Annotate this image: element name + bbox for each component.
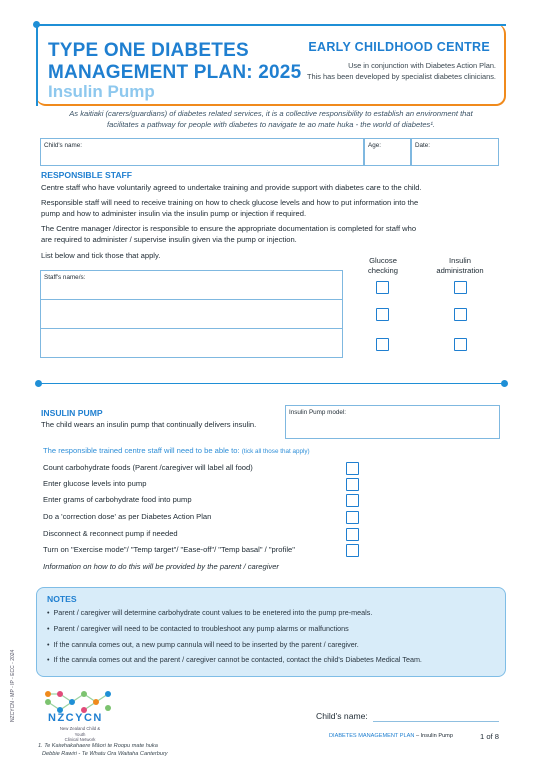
task-checkbox-2[interactable] — [346, 478, 359, 491]
staff-para-1: Centre staff who have voluntarily agreed to undertake training and provide support with diabetes care to the child. — [41, 183, 422, 192]
staff-para-3: The Centre manager /director is responsible to ensure the appropriate documentation is completed for staff who are required to administer / supervise insulin given via the pump or injection. — [41, 224, 417, 244]
notes-item: • If the cannula comes out and the parent / caregiver cannot be contacted, contact the child's Diabetes Medical Team. — [47, 655, 422, 664]
child-name-label: Child's name: — [44, 142, 82, 149]
age-label: Age: — [368, 142, 381, 149]
notes-box — [36, 587, 506, 677]
task-item: Disconnect & reconnect pump if needed — [43, 529, 178, 538]
insulin-checkbox-3[interactable] — [454, 338, 467, 351]
pump-model-field[interactable] — [285, 405, 500, 439]
section-divider — [36, 383, 506, 384]
logo-subtitle: New Zealand Child & Youth Clinical Network — [59, 726, 101, 742]
page-number: 1 of 8 — [480, 732, 499, 741]
centre-label: EARLY CHILDHOOD CENTRE — [308, 40, 490, 54]
notes-item: • Parent / caregiver will need to be contacted to troubleshoot any pump alarms or malfunctions — [47, 624, 349, 633]
footer-plan-label: DIABETES MANAGEMENT PLAN – Insulin Pump — [329, 733, 453, 739]
task-item: Do a 'correction dose' as per Diabetes Action Plan — [43, 512, 212, 521]
divider-dot-left — [35, 380, 42, 387]
header-accent-left — [36, 24, 38, 106]
insulin-pump-heading: INSULIN PUMP — [41, 408, 103, 418]
glucose-checkbox-3[interactable] — [376, 338, 389, 351]
notes-item: • Parent / caregiver will determine carbohydrate count values to be enetered into the pump pre-meals. — [47, 608, 373, 617]
notes-item: • If the cannula comes out, a new pump cannula will need to be inserted by the parent / caregiver. — [47, 640, 359, 649]
staff-name-label: Staff's name/s: — [44, 274, 86, 281]
task-checkbox-5[interactable] — [346, 528, 359, 541]
task-item: Count carbohydrate foods (Parent /caregiver will label all food) — [43, 463, 253, 472]
task-checkbox-1[interactable] — [346, 462, 359, 475]
staff-para-4: List below and tick those that apply. — [41, 251, 161, 260]
age-field[interactable] — [364, 138, 411, 166]
logo-text: NZCYCN — [48, 712, 103, 724]
task-checkbox-4[interactable] — [346, 511, 359, 524]
insulin-pump-desc: The child wears an insulin pump that continually delivers insulin. — [41, 420, 257, 429]
staff-para-2: Responsible staff will need to receive training on how to check glucose levels and how to put information into the pump and how to administer insulin via the insulin pump or injection if required. — [41, 198, 419, 218]
intro-text: As kaitiaki (carers/guardians) of diabetes related services, it is a collective responsibility to establish an environment that facilitates a pathway for people with diabetes to navigate te ao mate huka - the world of diabetes¹. — [69, 109, 473, 129]
able-heading: The responsible trained centre staff will need to be able to: (tick all those that apply) — [43, 446, 310, 455]
header-dot — [33, 21, 40, 28]
insulin-admin-header: Insulin administration — [436, 256, 484, 275]
staff-name-field-2[interactable] — [40, 300, 343, 329]
task-checkbox-3[interactable] — [346, 494, 359, 507]
glucose-checkbox-1[interactable] — [376, 281, 389, 294]
staff-name-field-3[interactable] — [40, 329, 343, 358]
child-name-field[interactable] — [40, 138, 364, 166]
footer-childs-name-label: Child's name: — [316, 711, 368, 721]
task-checkbox-6[interactable] — [346, 544, 359, 557]
glucose-checking-header: Glucose checking — [368, 256, 398, 275]
responsible-staff-heading: RESPONSIBLE STAFF — [41, 170, 133, 180]
date-field[interactable] — [411, 138, 499, 166]
header-accent-top — [36, 24, 506, 26]
task-item: Enter grams of carbohydrate food into pump — [43, 495, 192, 504]
staff-name-field-1[interactable] — [40, 270, 343, 300]
glucose-checkbox-2[interactable] — [376, 308, 389, 321]
header-note: Use in conjunction with Diabetes Action Plan. This has been developed by specialist diabetes clinicians. — [307, 61, 496, 81]
page-subtitle: Insulin Pump — [48, 82, 155, 101]
footnote-ref: 1. Te Kaiwhakahaere Māori te Roopu mate huka Debbie Rawiri - Te Whatu Ora Waitaha Canterbury — [38, 743, 168, 757]
side-code: NZCYCN - MP - IP - ECC - 2024 — [10, 649, 16, 722]
page-title: TYPE ONE DIABETES MANAGEMENT PLAN: 2025 — [48, 40, 302, 83]
insulin-checkbox-1[interactable] — [454, 281, 467, 294]
info-note: Information on how to do this will be provided by the parent / caregiver — [43, 562, 279, 571]
insulin-checkbox-2[interactable] — [454, 308, 467, 321]
task-item: Turn on "Exercise mode"/ "Temp target"/ "Ease-off"/ "Temp basal" / "profile" — [43, 545, 295, 554]
divider-dot-right — [501, 380, 508, 387]
date-label: Date: — [415, 142, 431, 149]
notes-heading: NOTES — [47, 594, 77, 604]
footer-childs-name-line[interactable] — [373, 721, 499, 722]
pump-model-label: Insulin Pump model: — [289, 409, 347, 416]
task-item: Enter glucose levels into pump — [43, 479, 147, 488]
